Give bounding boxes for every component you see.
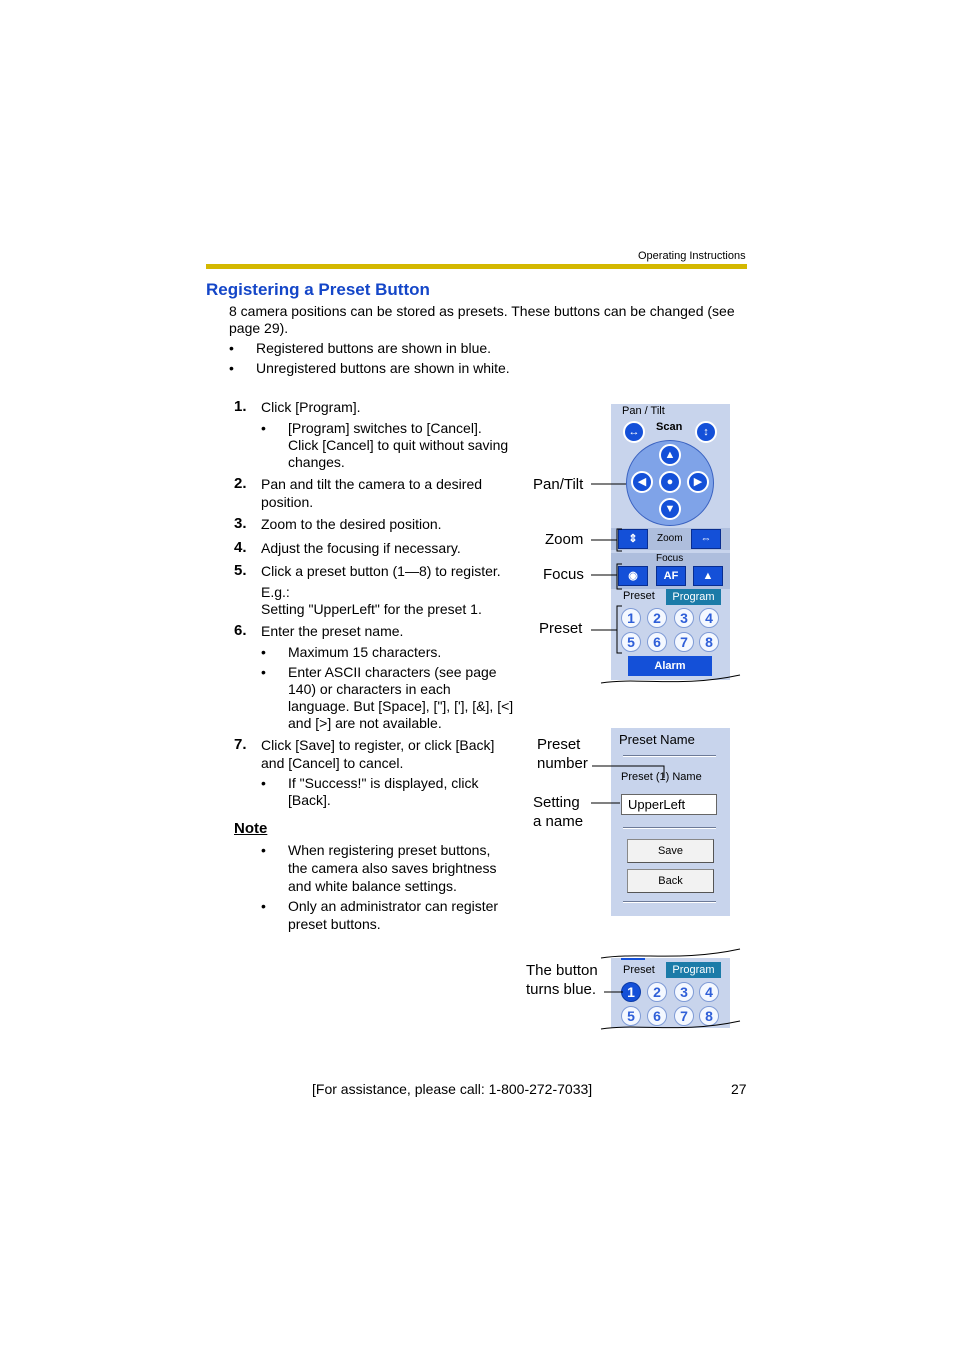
home-position-icon[interactable]: ● [659, 471, 681, 493]
zoom-in-icon[interactable]: ⇕ [618, 529, 648, 549]
step-sub-text: [Back]. [288, 792, 331, 808]
step-number: 3. [234, 515, 247, 532]
pan-tilt-label: Pan / Tilt [622, 405, 665, 417]
zoom-label: Zoom [657, 533, 683, 544]
callout-preset-number: Preset [537, 736, 581, 753]
step-number: 4. [234, 539, 247, 556]
focus-far-icon[interactable]: ▲ [693, 566, 723, 586]
note-text: preset buttons. [288, 916, 381, 932]
program-tab[interactable]: Program [666, 589, 721, 605]
step-text: E.g.: [261, 584, 290, 600]
step-sub-text: language. But [Space], ["], ['], [&], [<] [288, 698, 514, 714]
tilt-up-icon[interactable]: ▲ [659, 444, 681, 466]
step-number: 1. [234, 398, 247, 415]
scan-label: Scan [656, 421, 683, 433]
step-sub-text: changes. [288, 454, 345, 470]
step-sub-text: and [>] are not available. [288, 715, 442, 731]
preset-button-4[interactable]: 4 [699, 608, 719, 628]
preset-field-label: Preset (1) Name [621, 771, 702, 783]
back-button[interactable]: Back [627, 869, 714, 893]
callout-preset-number: number [537, 755, 588, 772]
pan-left-icon[interactable]: ◀ [631, 471, 653, 493]
bullet-unregistered: • Unregistered buttons are shown in white. [229, 360, 510, 376]
step-text: Setting "UpperLeft" for the preset 1. [261, 601, 482, 617]
step-number: 2. [234, 475, 247, 492]
focus-label: Focus [656, 553, 684, 564]
callout-button-blue: The button [526, 962, 598, 979]
step-sub-bullet: • If "Success!" is displayed, click [261, 775, 479, 791]
preset-button-7[interactable]: 7 [674, 632, 694, 652]
step-sub-text: Click [Cancel] to quit without saving [288, 437, 509, 453]
step-text: Click [Save] to register, or click [Back] [261, 737, 495, 753]
preset-button-3[interactable]: 3 [674, 982, 694, 1002]
preset-name-title: Preset Name [619, 732, 695, 747]
autofocus-button[interactable]: AF [656, 566, 686, 586]
callout-zoom: Zoom [545, 531, 584, 548]
intro-line-2: page 29). [229, 320, 289, 336]
step-text: Click a preset button (1—8) to register. [261, 563, 501, 579]
alarm-button[interactable]: Alarm [628, 656, 712, 676]
pan-scan-icon[interactable]: ↔ [623, 421, 645, 443]
preset-button-1[interactable]: 1 [621, 608, 641, 628]
step-text: Zoom to the desired position. [261, 516, 442, 532]
step-sub-bullet: • Enter ASCII characters (see page [261, 664, 497, 680]
preset-button-2[interactable]: 2 [647, 982, 667, 1002]
preset-button-2[interactable]: 2 [647, 608, 667, 628]
footer-assistance: [For assistance, please call: 1-800-272-7033] [312, 1081, 593, 1097]
preset-tab[interactable]: Preset [623, 964, 655, 976]
step-number: 7. [234, 736, 247, 753]
zoom-out-icon[interactable]: ⇔ [691, 529, 721, 549]
running-header: Operating Instructions [638, 250, 746, 262]
tilt-down-icon[interactable]: ▼ [659, 498, 681, 520]
page-number: 27 [731, 1081, 747, 1097]
callout-pan-tilt: Pan/Tilt [533, 476, 584, 493]
note-bullet: • Only an administrator can register [261, 898, 499, 914]
preset-button-6[interactable]: 6 [647, 1006, 667, 1026]
callout-setting-name: Setting [533, 794, 580, 811]
note-title: Note [234, 820, 268, 837]
pan-right-icon[interactable]: ▶ [687, 471, 709, 493]
step-number: 5. [234, 562, 247, 579]
preset-button-3[interactable]: 3 [674, 608, 694, 628]
intro-line-1: 8 camera positions can be stored as presets. These buttons can be changed (see [229, 303, 735, 319]
step-text: Enter the preset name. [261, 623, 404, 639]
preset-button-5[interactable]: 5 [621, 632, 641, 652]
tilt-scan-icon[interactable]: ↕ [695, 421, 717, 443]
note-text: and white balance settings. [288, 878, 457, 894]
step-number: 6. [234, 622, 247, 639]
preset-button-7[interactable]: 7 [674, 1006, 694, 1026]
step-text: position. [261, 494, 314, 510]
preset-tab[interactable]: Preset [623, 590, 655, 602]
callout-setting-name: a name [533, 813, 584, 830]
step-text: and [Cancel] to cancel. [261, 755, 404, 771]
preset-button-8[interactable]: 8 [699, 1006, 719, 1026]
preset-button-8[interactable]: 8 [699, 632, 719, 652]
step-text: Adjust the focusing if necessary. [261, 540, 461, 556]
bullet-registered: • Registered buttons are shown in blue. [229, 340, 492, 356]
callout-button-blue: turns blue. [526, 981, 597, 998]
step-sub-bullet: • [Program] switches to [Cancel]. [261, 420, 482, 436]
program-tab[interactable]: Program [666, 962, 721, 978]
step-sub-bullet: • Maximum 15 characters. [261, 644, 442, 660]
preset-button-1-registered[interactable]: 1 [621, 982, 641, 1002]
preset-name-input[interactable]: UpperLeft [621, 794, 717, 815]
preset-button-4[interactable]: 4 [699, 982, 719, 1002]
focus-near-icon[interactable]: ◉ [618, 566, 648, 586]
step-text: Click [Program]. [261, 399, 361, 415]
note-bullet: • When registering preset buttons, [261, 842, 491, 858]
preset-button-5[interactable]: 5 [621, 1006, 641, 1026]
step-text: Pan and tilt the camera to a desired [261, 476, 483, 492]
save-button[interactable]: Save [627, 839, 714, 863]
section-title: Registering a Preset Button [206, 280, 430, 299]
step-sub-text: 140) or characters in each [288, 681, 451, 697]
note-text: the camera also saves brightness [288, 860, 497, 876]
callout-focus: Focus [543, 566, 584, 583]
callout-preset: Preset [539, 620, 583, 637]
preset-button-6[interactable]: 6 [647, 632, 667, 652]
